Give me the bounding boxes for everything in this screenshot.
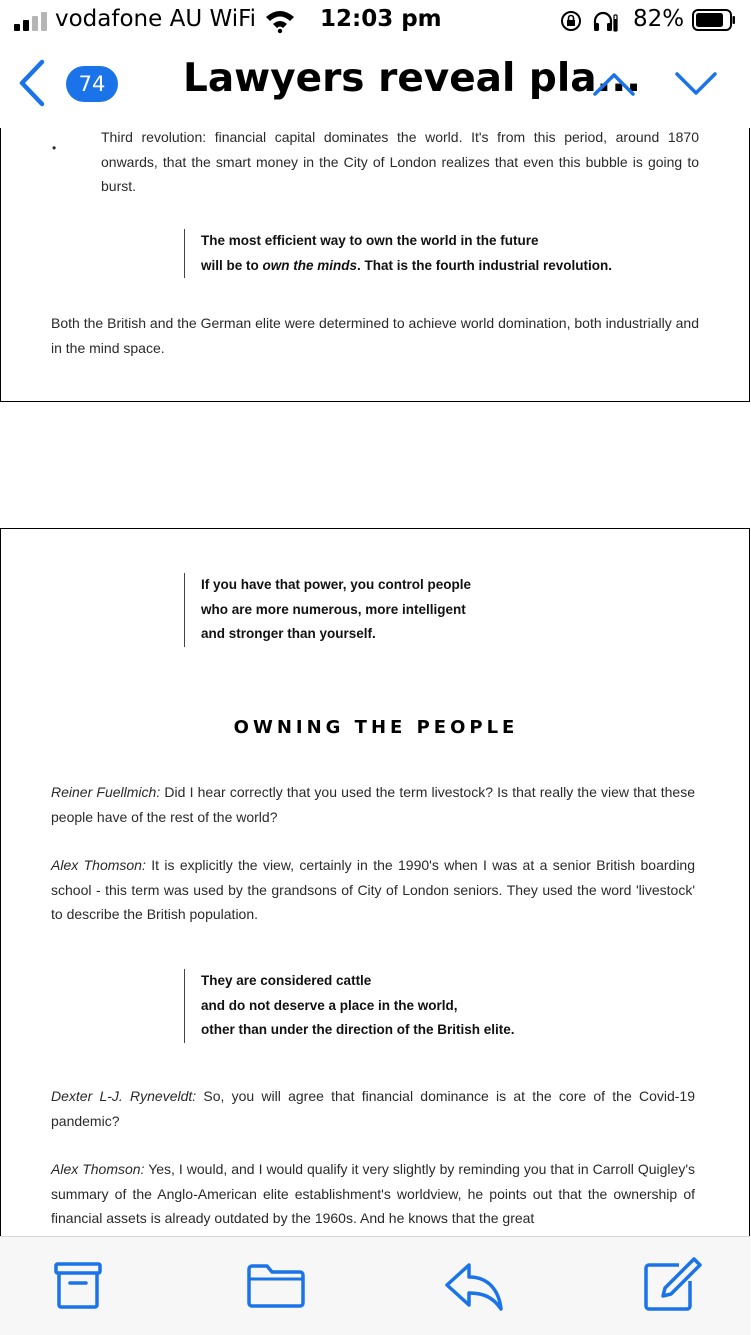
quote-line: They are considered cattle [201,973,372,988]
navigation-bar [0,42,750,128]
pdf-page [0,128,750,402]
body-paragraph: Both the British and the German elite were determined to achieve world domination, both industrially and in the mind space. [51,315,699,356]
headphones-icon [592,9,618,33]
battery-icon [692,9,736,31]
chevron-up-icon[interactable] [590,64,638,104]
message-count-badge[interactable]: 74 [66,66,118,102]
reply-icon[interactable] [443,1257,505,1313]
compose-icon[interactable] [641,1257,703,1313]
clock: 12:03 pm [320,6,442,32]
quote-line: and do not deserve a place in the world, [201,997,458,1013]
speaker-name: Dexter L-J. Ryneveldt: [51,1088,197,1104]
speaker-name: Reiner Fuellmich: [51,784,161,800]
wifi-icon [264,9,296,33]
interview-exchange: Alex Thomson: Yes, I would, and I would qualify it very slightly by reminding you that in Carroll Quigley's summary of the Anglo-American elite establishment's worldview, he points out that the ownership of financial assets is already outdated by the 1960s. And he knows that the great [51,1161,695,1226]
pdf-page [0,528,750,1248]
orientation-lock-icon [560,10,582,32]
archive-icon[interactable] [47,1257,109,1313]
pull-quote [184,969,515,1043]
signal-icon [14,11,52,31]
interview-exchange: Reiner Fuellmich: Did I hear correctly that you used the term livestock? Is that really the view that these people have of the rest of the world? [51,784,695,825]
speaker-name: Alex Thomson: [51,857,146,873]
status-bar [0,0,750,42]
chevron-down-icon[interactable] [672,64,720,104]
bottom-toolbar [0,1236,750,1335]
battery-percent: 82% [633,6,685,32]
carrier-name: vodafone AU WiFi [55,6,257,32]
section-heading: OWNING THE PEOPLE [233,717,519,738]
quote-line: who are more numerous, more intelligent [201,601,466,617]
quote-line: will be to own the minds. That is the fourth industrial revolution. [201,257,613,273]
folder-icon[interactable] [245,1257,307,1313]
bullet-paragraph: Third revolution: financial capital dominates the world. It's from this period, around 1870 onwards, that the smart money in the City of London realizes that even this bubble is going to burst. [101,129,699,194]
quote-line: The most efficient way to own the world in the future [201,233,539,248]
interview-exchange: Alex Thomson: It is explicitly the view, certainly in the 1990's when I was at a senior British boarding school - this term was used by the grandsons of City of London seniors. They used the word 'livestock' to describe the British population. [51,857,696,922]
quote-line: other than under the direction of the British elite. [201,1022,515,1037]
quote-line: and stronger than yourself. [201,626,376,641]
pull-quote [184,573,471,647]
bullet-marker: • [52,141,57,155]
pull-quote [184,229,612,278]
page-title: Lawyers reveal pla... [183,56,641,101]
speaker-name: Alex Thomson: [51,1161,145,1177]
chevron-left-icon[interactable] [16,58,48,108]
quote-line: If you have that power, you control people [201,577,472,592]
interview-exchange: Dexter L-J. Ryneveldt: So, you will agree that financial dominance is at the core of the Covid-19 pandemic? [51,1088,695,1129]
quote-emphasis: own the minds [262,257,358,273]
